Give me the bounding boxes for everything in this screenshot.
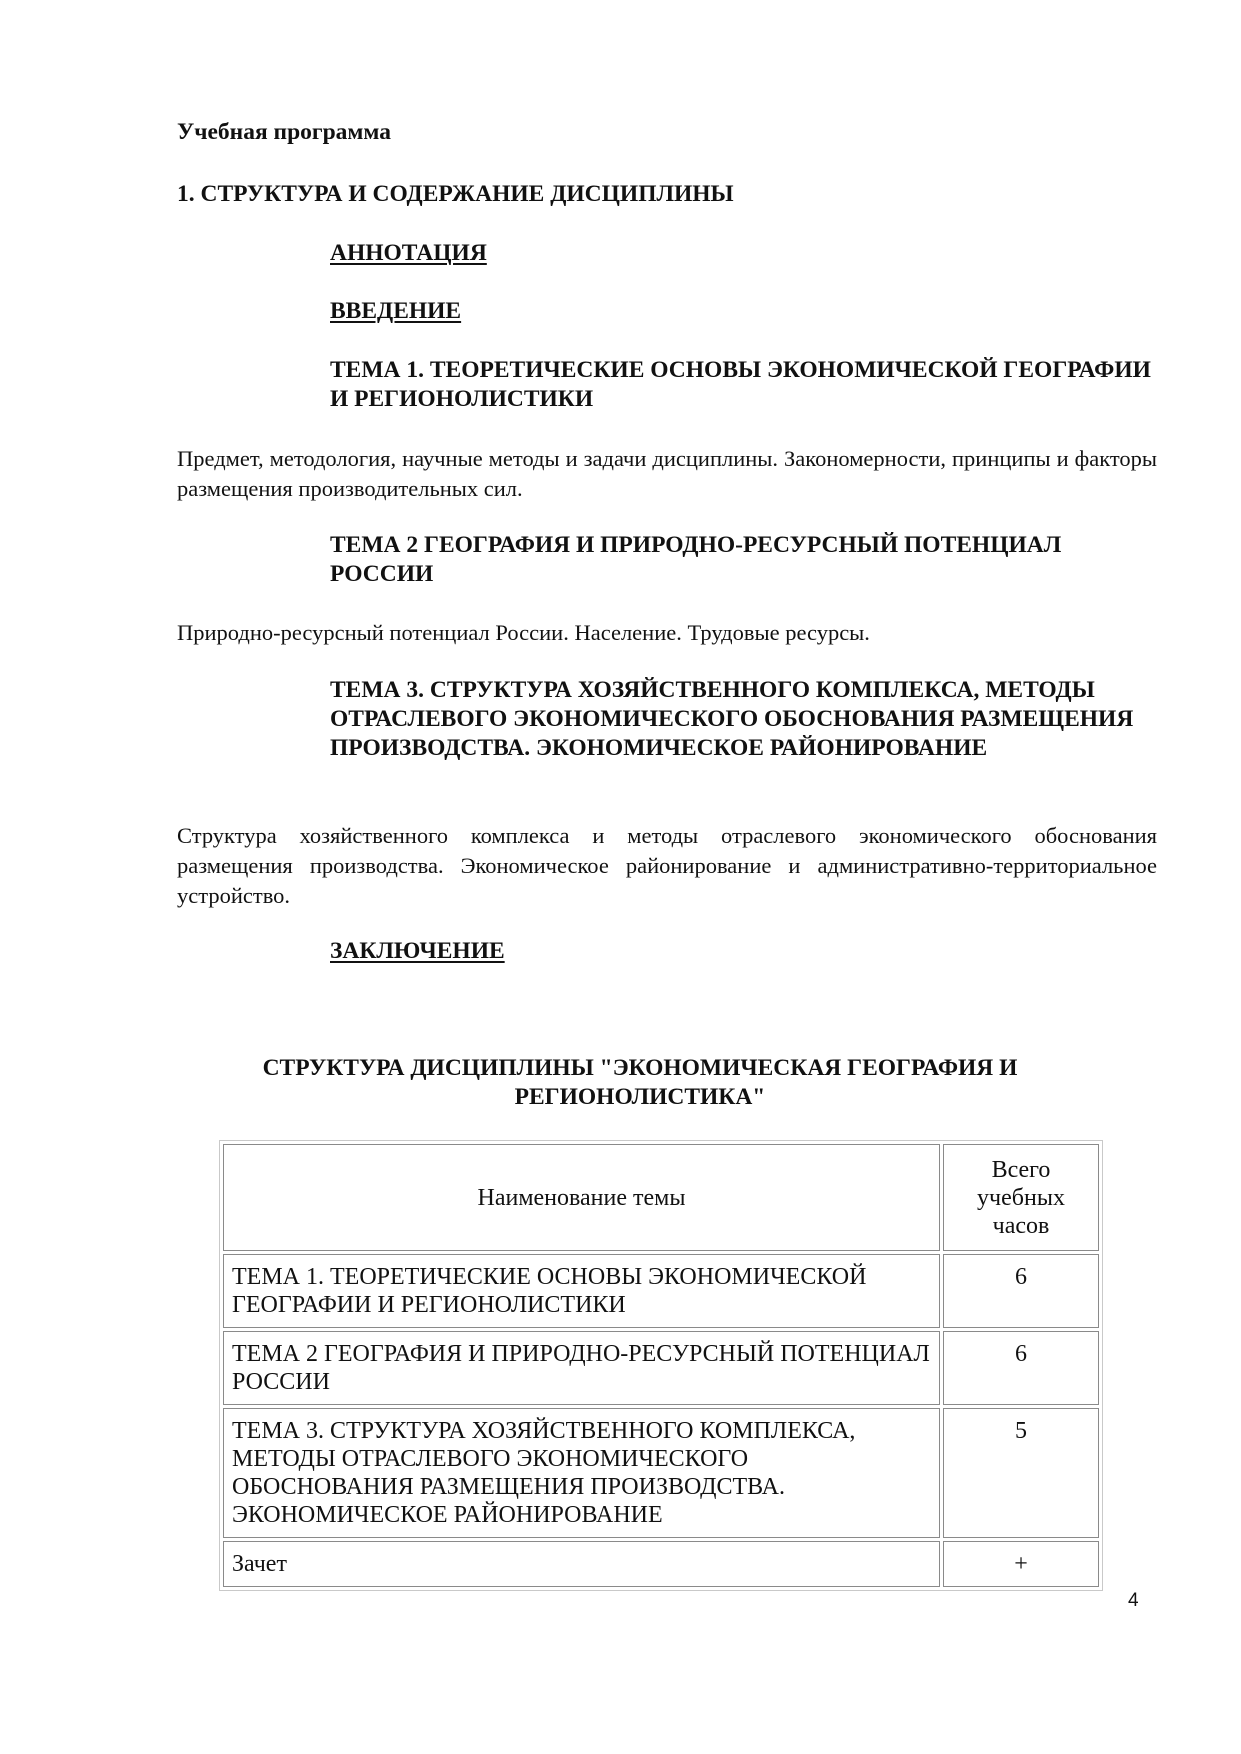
table-cell-topic: ТЕМА 2 ГЕОГРАФИЯ И ПРИРОДНО-РЕСУРСНЫЙ ПОТЕНЦИАЛ РОССИИ [223,1331,940,1405]
table-cell-topic: ТЕМА 3. СТРУКТУРА ХОЗЯЙСТВЕННОГО КОМПЛЕКСА, МЕТОДЫ ОТРАСЛЕВОГО ЭКОНОМИЧЕСКОГО ОБОСНОВАНИЯ РАЗМЕЩЕНИЯ ПРОИЗВОДСТВА. ЭКОНОМИЧЕСКОЕ РАЙОНИРОВАНИЕ [223,1408,940,1538]
conclusion-link[interactable]: ЗАКЛЮЧЕНИЕ [330,938,505,964]
table-cell-hours: 6 [943,1254,1099,1328]
annotation-link[interactable]: АННОТАЦИЯ [330,240,487,266]
table-row [223,1254,1099,1328]
table-cell-hours: 5 [943,1408,1099,1538]
topic-3-title: ТЕМА 3. СТРУКТУРА ХОЗЯЙСТВЕННОГО КОМПЛЕКСА, МЕТОДЫ ОТРАСЛЕВОГО ЭКОНОМИЧЕСКОГО ОБОСНОВАНИЯ РАЗМЕЩЕНИЯ ПРОИЗВОДСТВА. ЭКОНОМИЧЕСКОЕ РАЙОНИРОВАНИЕ [330,677,1134,761]
topic-2-text: Природно-ресурсный потенциал России. Население. Трудовые ресурсы. [177,620,870,645]
topic-1-text: Предмет, методология, научные методы и задачи дисциплины. Закономерности, принципы и факторы размещения производительных сил. [177,446,1157,501]
topic-3-text: Структура хозяйственного комплекса и методы отраслевого экономического обоснования размещения производства. Экономическое районирование и административно-территориальное устройство. [177,823,1157,908]
table-row [223,1541,1099,1587]
table-header-hours: Всего учебных часов [943,1144,1099,1251]
topic-2-title: ТЕМА 2 ГЕОГРАФИЯ И ПРИРОДНО-РЕСУРСНЫЙ ПОТЕНЦИАЛ РОССИИ [330,532,1062,587]
table-cell-topic: Зачет [223,1541,940,1587]
structure-heading: СТРУКТУРА ДИСЦИПЛИНЫ "ЭКОНОМИЧЕСКАЯ ГЕОГРАФИЯ И РЕГИОНОЛИСТИКА" [262,1055,1018,1110]
intro-link[interactable]: ВВЕДЕНИЕ [330,298,462,324]
section-title: 1. СТРУКТУРА И СОДЕРЖАНИЕ ДИСЦИПЛИНЫ [177,181,734,207]
table-row [223,1331,1099,1405]
page-number: 4 [1128,1590,1139,1611]
topic-1-title: ТЕМА 1. ТЕОРЕТИЧЕСКИЕ ОСНОВЫ ЭКОНОМИЧЕСКОЙ ГЕОГРАФИИ И РЕГИОНОЛИСТИКИ [330,357,1151,412]
table-cell-hours: + [943,1541,1099,1587]
table-header-topic: Наименование темы [223,1144,940,1251]
table-row [223,1408,1099,1538]
table-header-row [223,1144,1099,1251]
table-cell-hours: 6 [943,1331,1099,1405]
table-cell-topic: ТЕМА 1. ТЕОРЕТИЧЕСКИЕ ОСНОВЫ ЭКОНОМИЧЕСКОЙ ГЕОГРАФИИ И РЕГИОНОЛИСТИКИ [223,1254,940,1328]
program-title: Учебная программа [177,119,392,145]
structure-table [219,1140,1103,1591]
